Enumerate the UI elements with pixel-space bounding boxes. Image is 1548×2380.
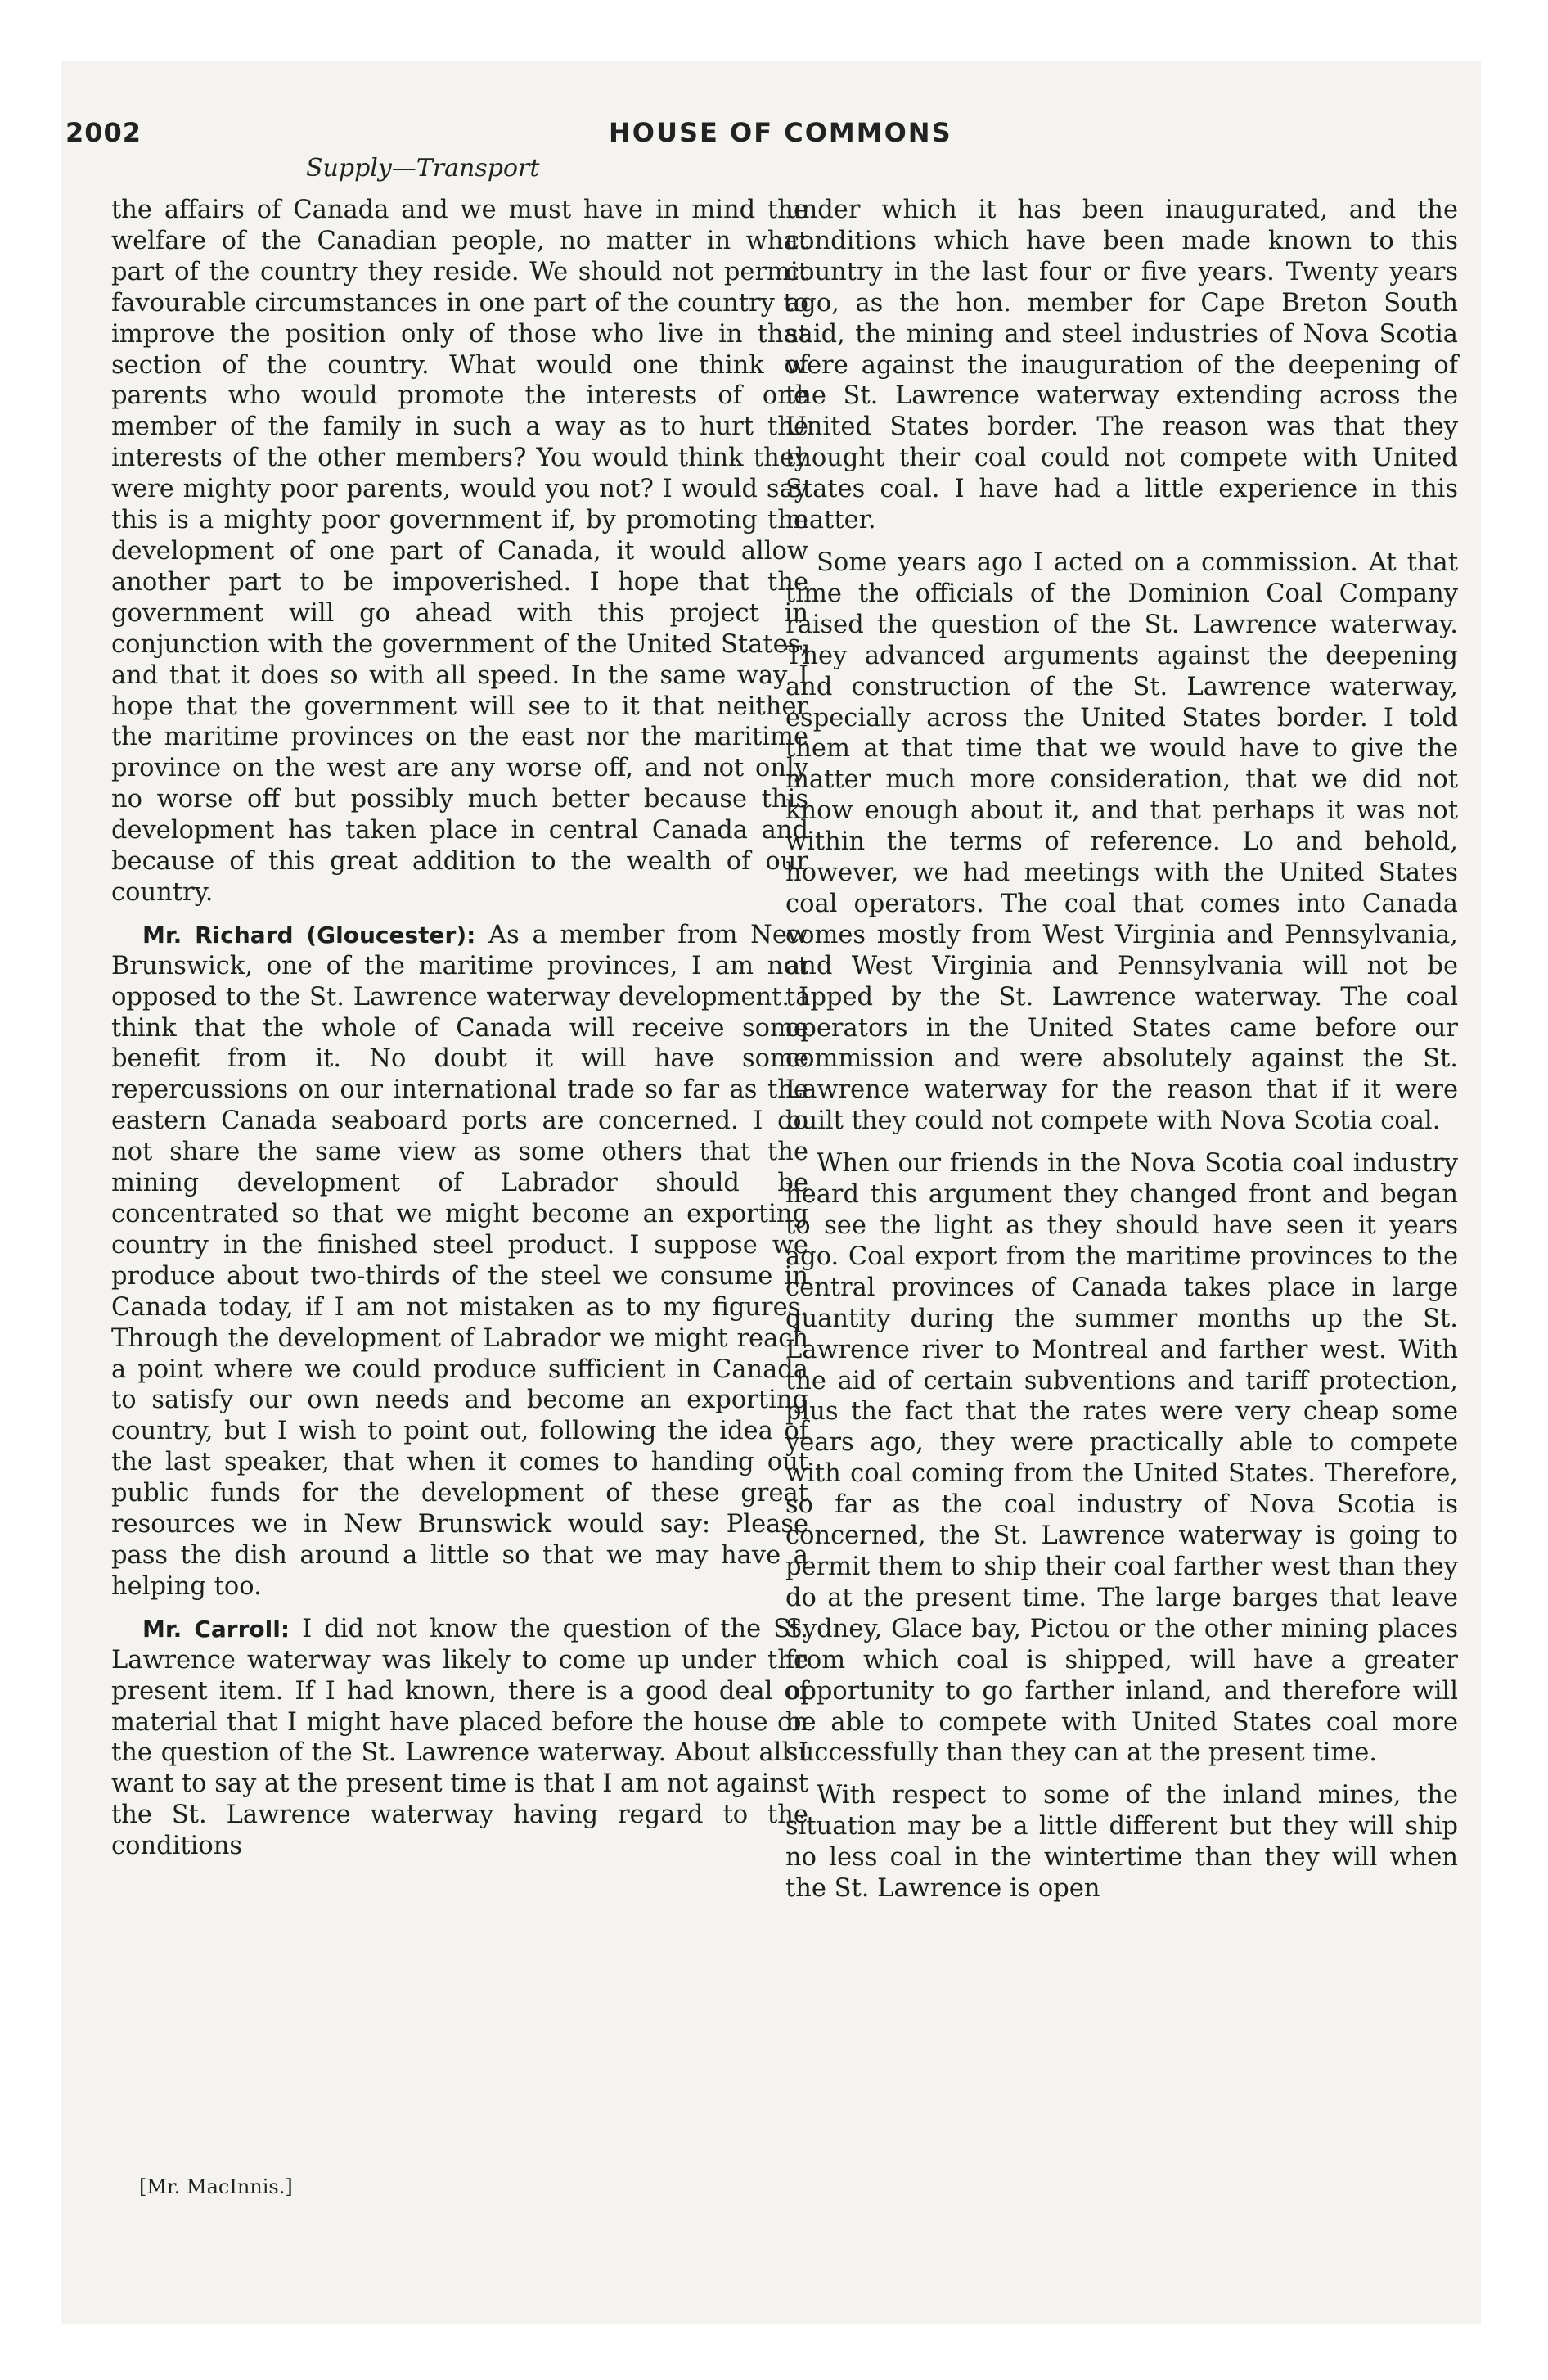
speaker-name: Mr. Richard (Gloucester):	[142, 921, 476, 949]
page-number: 2002	[65, 117, 142, 148]
footer-note: [Mr. MacInnis.]	[139, 2175, 293, 2198]
speech-text: As a member from New Brunswick, one of the maritime provinces, I am not opposed to the St. Lawrence waterway development. I think that the whole of Canada will receive some benefit from it. No doubt it will have some repercussions on our international trade so far as the eastern Canada seaboard ports are concerned. I do not share the same view as some others that the mining development of Labrador should be concentrated so that we might become an exporting country in the finished steel product. I suppose we produce about two-thirds of the steel we consume in Canada today, if I am not mistaken as to my figures. Through the development of Labrador we might reach a point where we could produce sufficient in Canada to satisfy our own needs and become an exporting country, but I wish to point out, following the idea of the last speaker, that when it comes to handing out public funds for the development of these great resources we in New Brunswick would say: Please pass the dish around a little so that we may have a helping too.	[111, 920, 808, 1601]
paragraph	[111, 920, 808, 1602]
left-column	[111, 195, 808, 1862]
paragraph: the affairs of Canada and we must have in mind the welfare of the Canadian people, no matter in what part of the country they reside. We should not permit favourable circumstances in one part of the country to improve the position only of those who live in that section of the country. What would one think of parents who would promote the interests of one member of the family in such a way as to hurt the interests of the other members? You would think they were mighty poor parents, would you not? I would say this is a mighty poor government if, by promoting the development of one part of Canada, it would allow another part to be impoverished. I hope that the government will go ahead with this project in conjunction with the government of the United States, and that it does so with all speed. In the same way I hope that the government will see to it that neither the maritime provinces on the east nor the maritime province on the west are any worse off, and not only no worse off but possibly much better because this development has taken place in central Canada and because of this great addition to the wealth of our country.	[111, 196, 808, 907]
section-heading: Supply—Transport	[306, 154, 540, 183]
paragraph	[111, 1614, 808, 1862]
right-column	[785, 195, 1458, 1904]
running-head: HOUSE OF COMMONS	[609, 117, 952, 148]
paragraph: When our friends in the Nova Scotia coal industry heard this argument they changed front and began to see the light as they should have seen it years ago. Coal export from the maritime provinces to the central provinces of Canada takes place in large quantity during the summer months up the St. Lawrence river to Montreal and farther west. With the aid of certain subventions and tariff protection, plus the fact that the rates were very cheap some years ago, they were practically able to compete with coal coming from the United States. Therefore, so far as the coal industry of Nova Scotia is concerned, the St. Lawrence waterway is going to permit them to ship their coal farther west than they do at the present time. The large barges that leave Sydney, Glace bay, Pictou or the other mining places from which coal is shipped, will have a greater opportunity to go farther inland, and therefore will be able to compete with United States coal more successfully than they can at the present time.	[785, 1149, 1458, 1768]
speaker-name: Mr. Carroll:	[142, 1615, 290, 1643]
speech-text: I did not know the question of the St. Lawrence waterway was likely to come up under the present item. If I had known, there is a good deal of material that I might have placed before the house on the question of the St. Lawrence waterway. About all I want to say at the present time is that I am not against the St. Lawrence waterway having regard to the conditions	[111, 1614, 808, 1861]
paragraph: With respect to some of the inland mines, the situation may be a little different but they will ship no less coal in the wintertime than they will when the St. Lawrence is open	[785, 1781, 1458, 1904]
paragraph: Some years ago I acted on a commission. At that time the officials of the Dominion Coal Company raised the question of the St. Lawrence waterway. They advanced arguments against the deepening and construction of the St. Lawrence waterway, especially across the United States border. I told them at that time that we would have to give the matter much more consideration, that we did not know enough about it, and that perhaps it was not within the terms of reference. Lo and behold, however, we had meetings with the United States coal operators. The coal that comes into Canada comes mostly from West Virginia and Pennsylvania, and West Virginia and Pennsylvania will not be tapped by the St. Lawrence waterway. The coal operators in the United States came before our commission and were absolutely against the St. Lawrence waterway for the reason that if it were built they could not compete with Nova Scotia coal.	[785, 548, 1458, 1136]
paragraph: under which it has been inaugurated, and the conditions which have been made known to this country in the last four or five years. Twenty years ago, as the hon. member for Cape Breton South said, the mining and steel industries of Nova Scotia were against the inauguration of the deepening of the St. Lawrence waterway extending across the United States border. The reason was that they thought their coal could not compete with United States coal. I have had a little experience in this matter.	[785, 196, 1458, 535]
